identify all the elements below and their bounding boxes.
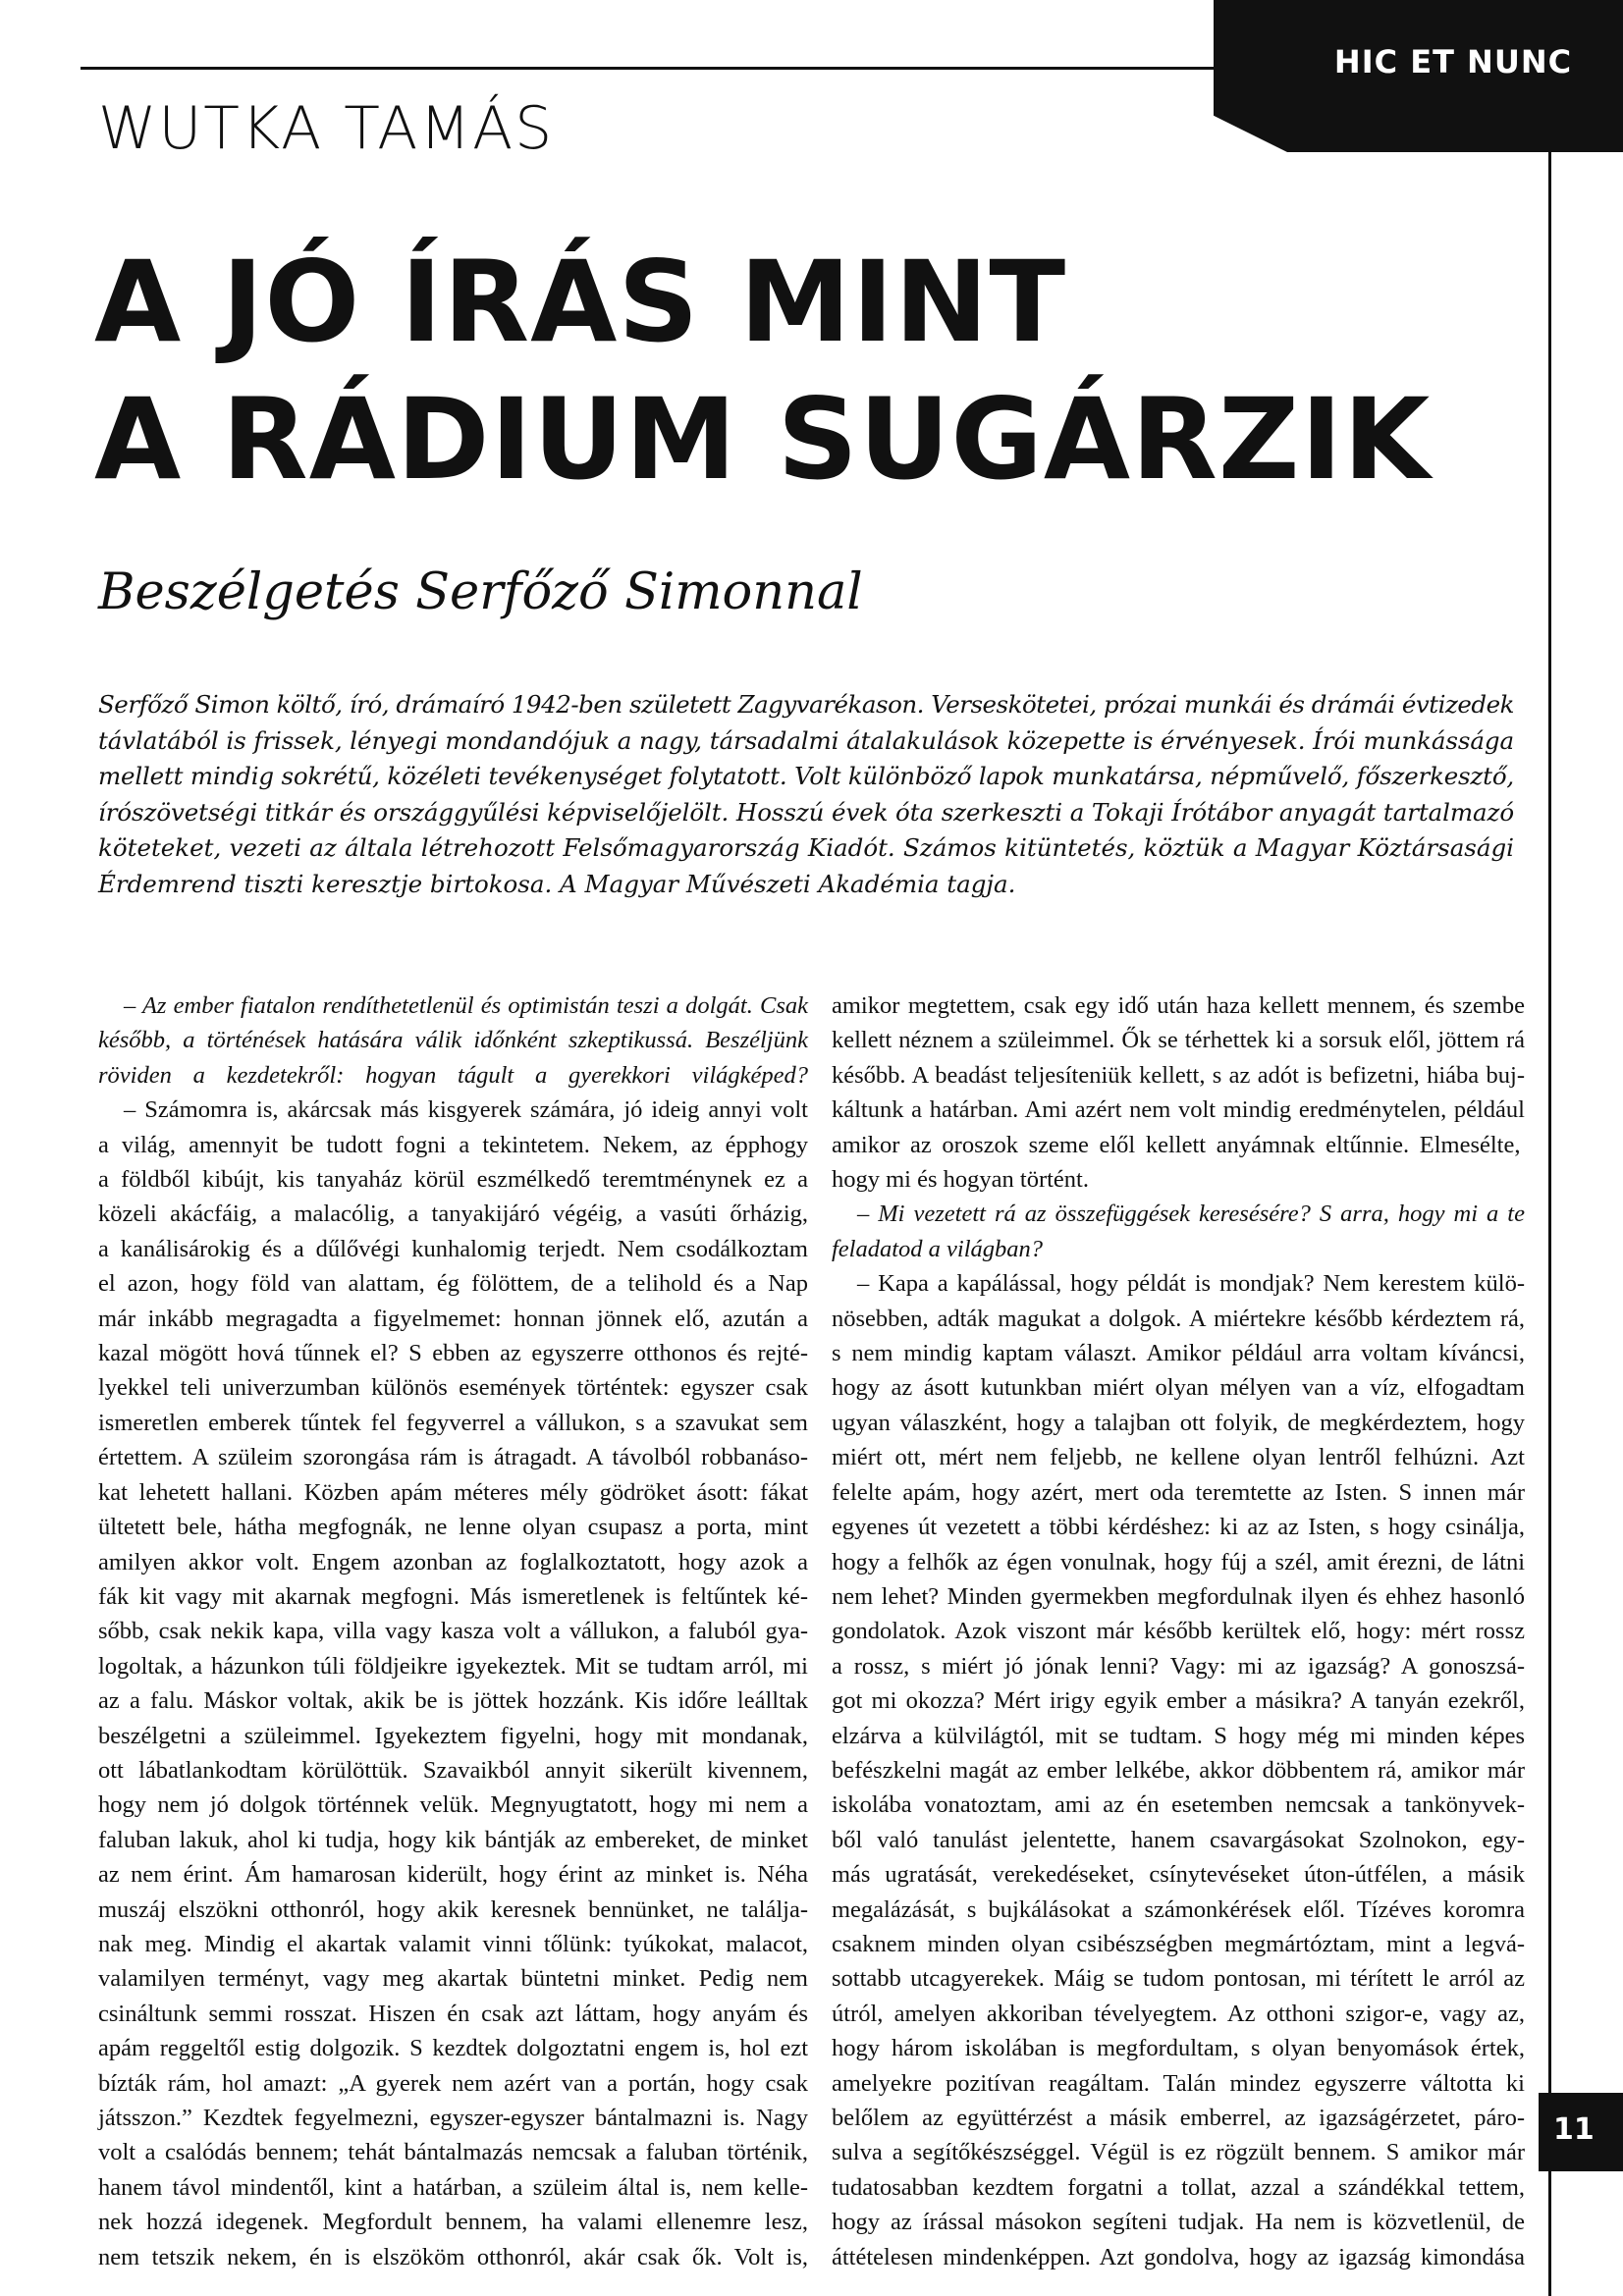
body-column-left [98, 988, 808, 2274]
lead-line: írószövetségi titkár és országgyűlési képviselőjelölt. Hosszú évek óta szerkeszti a Tokaji Írótábor anyagát tartalmazó [98, 797, 1514, 827]
body-line: játsszon.” Kezdtek fegyelmezni, egyszer-egyszer bántalmazni is. Nagy [98, 2105, 808, 2131]
title-line: A JÓ ÍRÁS MINT [94, 237, 1067, 367]
body-line: kellett néznem a szüleimmel. Ők se térhettek ki a sorsuk elől, jöttem rá [832, 1027, 1525, 1054]
body-line: miért ott, mért nem feljebb, ne kellene olyan lentről felhúzni. Azt [832, 1444, 1525, 1471]
author-name: WUTKA TAMÁS [98, 94, 555, 163]
body-line: s nem mindig kaptam választ. Amikor például arra voltam kíváncsi, [832, 1340, 1525, 1367]
section-label: HIC ET NUNC [1333, 43, 1573, 80]
body-line: ből való tanulást jelentette, hanem csavargásokat Szolnokon, egy- [832, 1826, 1525, 1853]
body-line: lyekkel teli univerzumban különös események történtek: egyszer csak [98, 1374, 808, 1402]
body-line: az nem érint. Ám hamarosan kiderült, hogy érint az minket is. Néha [98, 1861, 808, 1889]
body-line: csináltunk semmi rosszat. Hiszen én csak azt láttam, hogy anyám és [98, 2000, 808, 2027]
body-line: nem lehet? Minden gyermekben megfordulnak ilyen és ehhez hasonló [832, 1582, 1525, 1610]
body-line: hogy a felhők az égen vonulnak, hogy fúj a szél, amit érezni, de látni [832, 1548, 1525, 1575]
body-line: amikor az oroszok szeme elől kellett anyámnak eltűnnie. Elmesélte, [832, 1131, 1521, 1158]
body-line: el azon, hogy föld van alattam, ég fölöttem, de a telihold és a Nap [98, 1270, 808, 1298]
question-line: – Az ember fiatalon rendíthetetlenül és optimistán teszi a dolgát. Csak [124, 992, 808, 1019]
lead-paragraph [98, 687, 1514, 902]
body-line: – Kapa a kapálással, hogy példát is mondjak? Nem kerestem külö- [857, 1270, 1525, 1298]
body-line: hogy nem jó dolgok történnek velük. Megnyugtatott, hogy mi nem a [98, 1791, 808, 1819]
body-line: befészkelni magát az ember lelkébe, akkor döbbentem rá, amikor már [832, 1756, 1525, 1784]
question-line: – Mi vezetett rá az összefüggések keresésére? S arra, hogy mi a te [857, 1201, 1525, 1228]
body-line: amikor megtettem, csak egy idő után haza kellett mennem, és szembe [832, 992, 1525, 1019]
body-line: később. A beadást teljesíteniük kellett, s az adót is befizetni, hiába buj- [832, 1061, 1525, 1089]
body-line: logoltak, a házunkon túli földjeikre igyekeztek. Mit se tudtam arról, mi [98, 1652, 808, 1680]
right-rule [1548, 67, 1551, 2296]
body-line: belőlem az együttérzést a másik emberrel, az igazságérzetet, páro- [832, 2105, 1525, 2131]
body-line: ismeretlen emberek tűntek fel fegyverrel a vállukon, s a szavukat sem [98, 1409, 808, 1436]
article-subtitle: Beszélgetés Serfőző Simonnal [98, 563, 863, 621]
body-line: a világ, amennyit be tudott fogni a tekintetem. Nekem, az épphogy [98, 1131, 808, 1158]
body-line: csaknem minden olyan csibészségben megmártóztam, mint a legvá- [832, 1930, 1525, 1957]
body-line: hanem távol mindentől, kint a határban, a szüleim által is, nem kelle- [98, 2173, 808, 2201]
lead-line: Serfőző Simon költő, író, drámaíró 1942-ben született Zagyvarékason. Verseskötetei, prózai munkái és drámái évtizedek [98, 690, 1514, 719]
body-line: felelte apám, hogy azért, mert oda teremtette az Isten. S innen már [832, 1478, 1525, 1506]
body-line: tudatosabban kezdtem forgatni a tollat, azzal a szándékkal tettem, [832, 2173, 1525, 2201]
body-line: faluban lakuk, ahol ki tudja, hogy kik bántják az embereket, de minket [98, 1826, 808, 1853]
body-line: sőbb, csak nekik kapa, villa vagy kasza volt a vállukon, a faluból gya- [98, 1618, 808, 1645]
body-line: az a falu. Máskor voltak, akik be is jöttek hozzánk. Kis időre leálltak [98, 1687, 808, 1715]
body-line: közeli akácfáig, a malacólig, a tanyakijáró végéig, a vasúti őrházig, [98, 1201, 808, 1228]
body-line: hogy az ásott kutunkban miért olyan mélyen van a víz, elfogadtam [832, 1374, 1525, 1402]
body-line: volt a csalódás bennem; tehát bántalmazás nemcsak a faluban történik, [98, 2139, 808, 2166]
body-line: bízták rám, hol amazt: „A gyerek nem azért van a portán, hogy csak [98, 2069, 808, 2097]
lead-line: Érdemrend tiszti keresztje birtokosa. A Magyar Művészeti Akadémia tagja. [98, 869, 1016, 898]
body-line: nek hozzá idegenek. Megfordult bennem, ha valami ellenemre lesz, [98, 2209, 808, 2236]
body-line: értettem. A szüleim szorongása rám is átragadt. A távolból robbanáso- [98, 1444, 808, 1471]
body-line: kazal mögött hová tűnnek el? S ebben az egyszerre otthonos és rejté- [98, 1340, 808, 1367]
body-column-right [832, 988, 1525, 2274]
body-line: nem tetszik nekem, én is elszököm otthonról, akár csak ők. Volt is, [98, 2243, 808, 2270]
body-line: beszélgetni a szüleimmel. Igyekeztem figyelni, hogy mit mondanak, [98, 1722, 808, 1749]
body-line: a kanálisárokig és a dűlővégi kunhalomig terjedt. Nem csodálkoztam [98, 1235, 808, 1262]
question-line: feladatod a világban? [832, 1235, 1044, 1262]
body-line: a földből kibújt, kis tanyaház körül eszmélkedő teremtménynek ez a [98, 1166, 808, 1194]
body-line: káltunk a határban. Ami azért nem volt mindig eredménytelen, például [832, 1096, 1525, 1124]
page-number: 11 [1553, 2112, 1595, 2147]
body-line: – Számomra is, akárcsak más kisgyerek számára, jó ideig annyi volt [124, 1096, 808, 1124]
question-line: röviden a kezdetekről: hogyan tágult a gyerekkori világképed? [98, 1061, 808, 1089]
body-line: ültetett bele, hátha megfognák, ne lenne olyan csupasz a porta, mint [98, 1514, 808, 1541]
body-line: sulva a segítőkészséggel. Végül is ez rögzült bennem. S amikor már [832, 2139, 1525, 2166]
body-line: áttételesen mindenképpen. Azt gondolva, hogy az igazság kimondása [832, 2243, 1525, 2270]
body-line: iskolába vonatoztam, ami az én esetemben nemcsak a tankönyvek- [832, 1791, 1525, 1819]
body-line: got mi okozza? Mért irigy egyik ember a másikra? A tanyán ezekről, [832, 1687, 1525, 1715]
body-line: amelyekre pozitívan reagáltam. Talán mindez egyszerre váltotta ki [832, 2069, 1525, 2097]
body-line: ott lábatlankodtam körülöttük. Szavaikból annyit sikerült kivennem, [98, 1756, 808, 1784]
lead-line: távlatából is frissek, lényegi mondandójuk a nagy, társadalmi átalakulások közepette is érvényesek. Írói munkássága [98, 725, 1514, 755]
body-line: muszáj elszökni otthonról, hogy akik keresnek bennünket, ne találja- [98, 1896, 808, 1923]
article-title [94, 234, 1431, 508]
body-line: egyenes út vezetett a többi kérdéshez: ki az az Isten, s hogy csinálja, [832, 1514, 1525, 1541]
body-line: más ugratását, verekedéseket, csínytevéseket úton-útfélen, a másik [832, 1861, 1525, 1889]
body-line: a rossz, s miért jó jónak lenni? Vagy: mi az igazság? A gonoszsá- [832, 1652, 1525, 1680]
body-line: hogy három iskolában is megfordultam, s olyan benyomások értek, [832, 2035, 1525, 2062]
body-line: gondolatok. Azok viszont már később kerültek elő, hogy: mért rossz [832, 1618, 1525, 1645]
title-line: A RÁDIUM SUGÁRZIK [94, 374, 1432, 505]
body-line: nak meg. Mindig el akartak valamit vinni tőlünk: tyúkokat, malacot, [98, 1930, 808, 1957]
body-line: már inkább megragadta a figyelmemet: honnan jönnek elő, azután a [98, 1305, 808, 1332]
body-line: nösebben, adták magukat a dolgok. A miértekre később kérdeztem rá, [832, 1305, 1525, 1332]
body-line: amilyen akkor volt. Engem azonban az foglalkoztatott, hogy azok a [98, 1548, 808, 1575]
body-line: útról, amelyen akkoriban tévelyegtem. Az otthoni szigor-e, vagy az, [832, 2000, 1525, 2027]
body-line: apám reggeltől estig dolgozik. S kezdtek dolgoztatni engem is, hol ezt [98, 2035, 808, 2062]
body-line: megalázását, s bujkálásokat a számonkérések elől. Tízéves koromra [832, 1896, 1525, 1923]
body-line: elzárva a külvilágtól, mit se tudtam. S hogy még mi minden képes [832, 1722, 1525, 1749]
body-line: hogy az írással másokon segíteni tudjak. Ha nem is közvetlenül, de [832, 2209, 1525, 2236]
body-line: ugyan válaszként, hogy a talajban ott folyik, de megkérdeztem, hogy [832, 1409, 1525, 1436]
body-line: kat lehetett hallani. Közben apám méteres mély gödröket ásott: fákat [98, 1478, 808, 1506]
lead-line: mellett mindig sokrétű, közéleti tevékenységet folytatott. Volt különböző lapok munkatársa, népművelő, főszerkesztő, [98, 762, 1514, 790]
body-line: hogy mi és hogyan történt. [832, 1166, 1089, 1194]
body-line: valamilyen terményt, vagy meg akartak büntetni minket. Pedig nem [98, 1965, 808, 1993]
body-line: sottabb utcagyerekek. Máig se tudom pontosan, mi térített le arról az [832, 1965, 1525, 1993]
body-line: fák kit vagy mit akarnak megfogni. Más ismeretlenek is feltűntek ké- [98, 1582, 808, 1610]
lead-line: köteteket, vezeti az általa létrehozott Felsőmagyarország Kiadót. Számos kitüntetés, köztük a Magyar Köztársasági [98, 833, 1514, 862]
question-line: később, a történések hatására válik időnként szkeptikussá. Beszéljünk [98, 1027, 808, 1054]
